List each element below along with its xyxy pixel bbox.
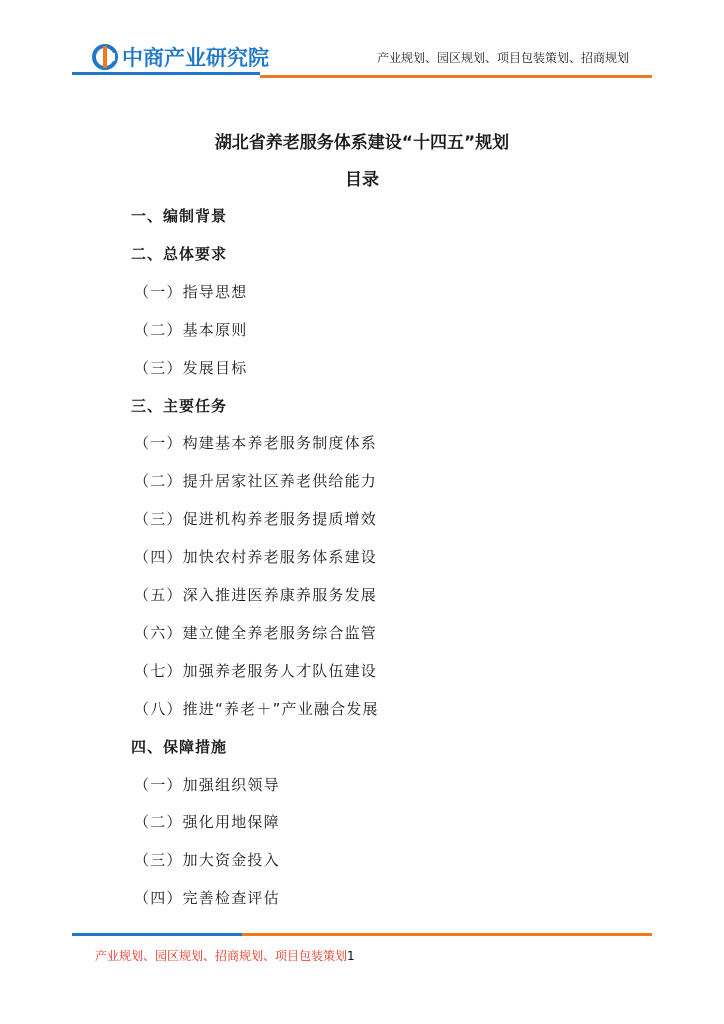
toc-subsection: （六）建立健全养老服务综合监管 [134,624,378,642]
toc-section: 一、编制背景 [131,207,228,225]
page-number: 1 [347,949,355,963]
footer [95,947,355,964]
toc-subsection: （七）加强养老服务人才队伍建设 [134,662,378,680]
toc-subsection: （四）完善检查评估 [134,889,280,907]
toc-subsection: （四）加快农村养老服务体系建设 [134,548,378,566]
footer-divider-blue [72,933,242,936]
toc-subsection: （三）促进机构养老服务提质增效 [134,510,378,528]
toc-subsection: （二）基本原则 [134,321,248,339]
toc-heading: 目录 [345,170,379,190]
toc-subsection: （三）发展目标 [134,359,248,377]
header-tagline: 产业规划、园区规划、项目包装策划、招商规划 [377,51,630,65]
toc-subsection: （八）推进“养老＋”产业融合发展 [134,700,379,718]
logo-text: 中商产业研究院 [122,46,269,70]
toc-subsection: （二）提升居家社区养老供给能力 [134,472,378,490]
toc-section: 四、保障措施 [131,738,228,756]
toc-section: 三、主要任务 [131,397,228,415]
toc-subsection: （一）构建基本养老服务制度体系 [134,434,378,452]
footer-tagline: 产业规划、园区规划、招商规划、项目包装策划 [95,949,348,963]
toc-subsection: （一）指导思想 [134,283,248,301]
document-title: 湖北省养老服务体系建设“十四五”规划 [214,133,510,153]
toc-subsection: （三）加大资金投入 [134,851,280,869]
toc-subsection: （五）深入推进医养康养服务发展 [134,586,378,604]
toc-subsection: （一）加强组织领导 [134,776,280,794]
toc-section: 二、总体要求 [131,245,228,263]
toc-subsection: （二）强化用地保障 [134,813,280,831]
footer-divider-orange [242,933,652,936]
